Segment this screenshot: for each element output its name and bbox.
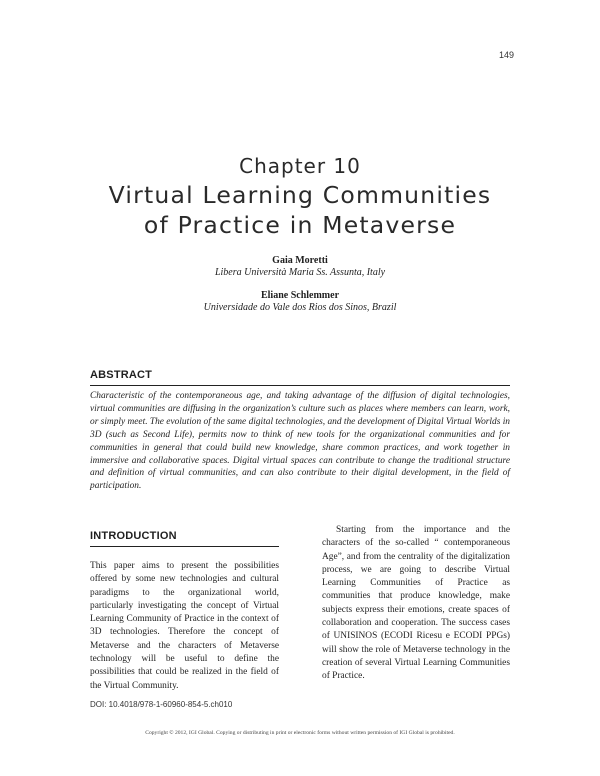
author-name: Gaia Moretti (272, 255, 328, 266)
page-number: 149 (498, 50, 514, 60)
author-name: Eliane Schlemmer (260, 290, 340, 301)
introduction-divider (90, 546, 279, 547)
abstract-heading: ABSTRACT (90, 369, 153, 381)
chapter-title-line-1: Virtual Learning Communities (108, 181, 492, 209)
abstract-body: Characteristic of the contemporaneous age, and taking advantage of the diffusion of digital technologies, virtual communities are diffusing in the organization’s culture such as places where members can learn, work, or simply meet. The evolution of the same digital technologies, and the development of Digital Virtual Worlds in 3D (such as Second Life), permits now to think of new tools for the organizational communities and for communities in general that could build new knowledge, share common practices, and work together in immersive and collaborative spaces. Digital virtual spaces can contribute to change the traditional structure and definition of virtual communities, and can also contribute to their digital development, in the field of participation. (90, 391, 510, 492)
introduction-right-column: Starting from the importance and the characters of the so-called “ contemporaneous Age”, and from the centrality of the digitalization process, we are going to describe Virtual Learning Communities of Practice as communities that produce knowledge, make subjects express their emotions, create spaces of collaboration and cooperation. The success cases of UNISINOS (ECODI Ricesu e ECODI PPGs) will show the role of Metaverse technology in the creation of several Virtual Learning Communities of Practice. (322, 525, 510, 682)
chapter-label: Chapter 10 (239, 154, 361, 178)
author-affiliation: Universidade do Vale dos Rios dos Sinos, Brazil (203, 302, 397, 313)
abstract-divider (90, 385, 510, 386)
chapter-title-line-2: of Practice in Metaverse (143, 211, 457, 239)
introduction-heading: INTRODUCTION (90, 530, 177, 542)
doi: DOI: 10.4018/978-1-60960-854-5.ch010 (90, 700, 233, 709)
author-affiliation: Libera Università Maria Ss. Assunta, Italy (214, 267, 386, 278)
copyright-footer: Copyright © 2012, IGI Global. Copying or distributing in print or electronic forms without written permission of IGI Global is prohibited. (145, 730, 455, 736)
chapter-title (0, 180, 600, 240)
introduction-left-column: This paper aims to present the possibilities offered by some new technologies and cultural paradigms to the organizational world, particularly investigating the concept of Virtual Learning Community of Practice in the context of 3D technologies. Therefore the concept of Metaverse and the characters of Metaverse technology will be useful to define the possibilities that could be realized in the field of the Virtual Community. (90, 561, 279, 691)
